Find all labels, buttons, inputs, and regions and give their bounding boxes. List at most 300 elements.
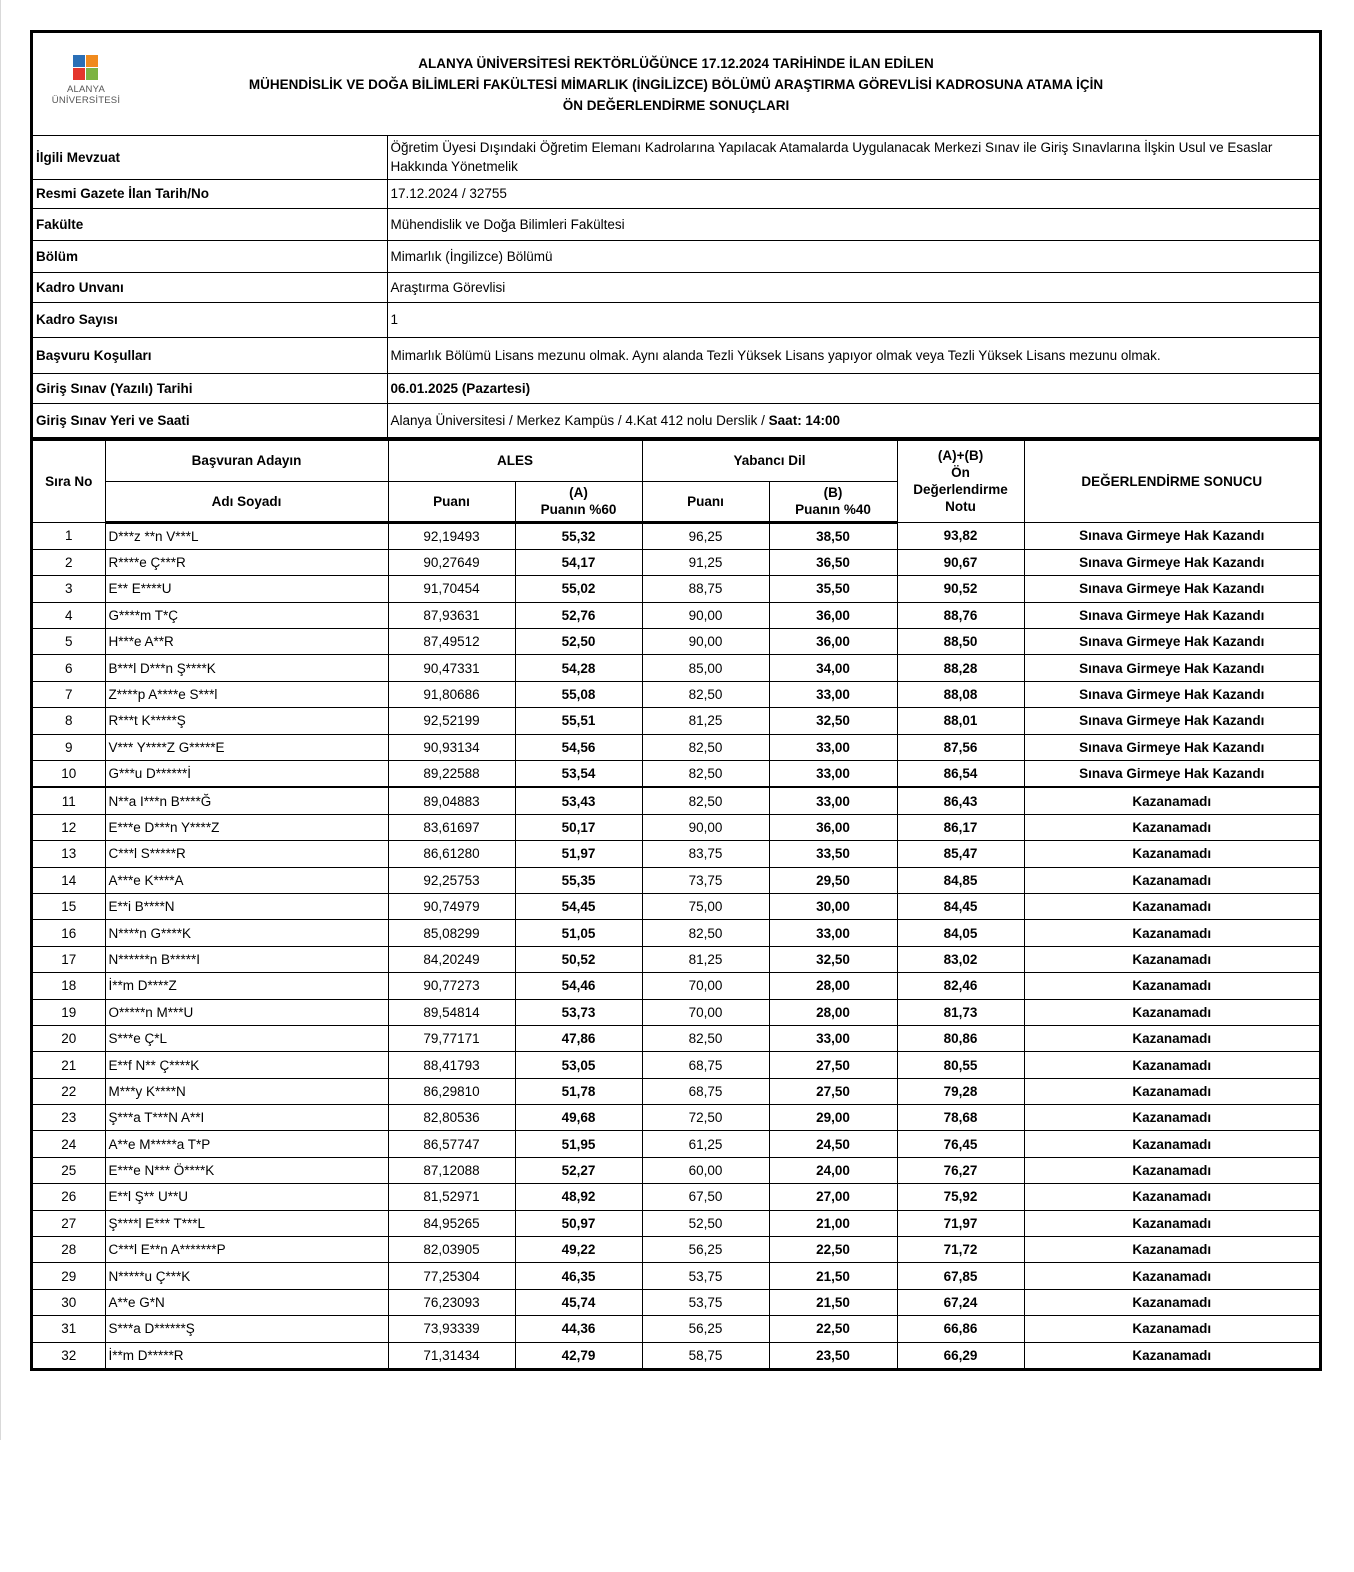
cell-ales-score: 82,80536 xyxy=(388,1105,515,1131)
cell-result: Kazanamadı xyxy=(1024,1263,1319,1289)
table-row xyxy=(33,1078,1319,1104)
cell-total-score: 76,27 xyxy=(897,1157,1024,1183)
cell-ales-60: 53,73 xyxy=(515,999,642,1025)
cell-language-40: 36,00 xyxy=(769,814,897,840)
cell-result: Sınava Girmeye Hak Kazandı xyxy=(1024,761,1319,788)
cell-name: E***e N*** Ö****K xyxy=(105,1157,388,1183)
info-value: Öğretim Üyesi Dışındaki Öğretim Elemanı Kadrolarına Yapılacak Atamalarda Uygulanacak Merkezi Sınav ile Giriş Sınavlarına İlşkin Usul ve Esaslar Hakkında Yönetmelik xyxy=(387,136,1319,179)
cell-name: A**e M*****a T*P xyxy=(105,1131,388,1157)
cell-language-40: 33,00 xyxy=(769,681,897,707)
cell-language-40: 22,50 xyxy=(769,1237,897,1263)
cell-sira-no: 27 xyxy=(33,1210,105,1236)
cell-language-40: 27,50 xyxy=(769,1052,897,1078)
cell-sira-no: 24 xyxy=(33,1131,105,1157)
table-row xyxy=(33,708,1319,734)
cell-sira-no: 9 xyxy=(33,734,105,760)
cell-name: E**f N** Ç****K xyxy=(105,1052,388,1078)
table-row xyxy=(33,602,1319,628)
info-row xyxy=(33,240,1319,272)
cell-language-score: 82,50 xyxy=(642,920,769,946)
info-row xyxy=(33,208,1319,240)
info-label: Bölüm xyxy=(33,240,387,272)
cell-total-score: 86,43 xyxy=(897,787,1024,814)
col-ales-60-line-2: Puanın %60 xyxy=(540,502,617,517)
info-row xyxy=(33,302,1319,337)
cell-name: N****n G****K xyxy=(105,920,388,946)
cell-language-40: 29,00 xyxy=(769,1105,897,1131)
cell-ales-60: 50,52 xyxy=(515,946,642,972)
cell-ales-60: 55,35 xyxy=(515,867,642,893)
cell-name: B***l D***n Ş****K xyxy=(105,655,388,681)
cell-language-score: 61,25 xyxy=(642,1131,769,1157)
table-row xyxy=(33,1210,1319,1236)
cell-language-score: 56,25 xyxy=(642,1237,769,1263)
cell-name: R****e Ç***R xyxy=(105,549,388,575)
cell-sira-no: 18 xyxy=(33,973,105,999)
col-ales: ALES xyxy=(388,440,642,481)
cell-name: E** E****U xyxy=(105,576,388,602)
info-label: Fakülte xyxy=(33,208,387,240)
cell-total-score: 86,17 xyxy=(897,814,1024,840)
cell-total-score: 88,01 xyxy=(897,708,1024,734)
cell-result: Sınava Girmeye Hak Kazandı xyxy=(1024,522,1319,549)
cell-language-score: 60,00 xyxy=(642,1157,769,1183)
cell-sira-no: 10 xyxy=(33,761,105,788)
cell-sira-no: 12 xyxy=(33,814,105,840)
cell-ales-score: 90,77273 xyxy=(388,973,515,999)
header-row xyxy=(33,440,1319,481)
cell-language-score: 67,50 xyxy=(642,1184,769,1210)
cell-total-score: 88,50 xyxy=(897,629,1024,655)
cell-ales-60: 54,45 xyxy=(515,893,642,919)
cell-sira-no: 30 xyxy=(33,1289,105,1315)
cell-ales-score: 91,70454 xyxy=(388,576,515,602)
cell-ales-60: 53,43 xyxy=(515,787,642,814)
cell-ales-score: 90,27649 xyxy=(388,549,515,575)
cell-total-score: 80,55 xyxy=(897,1052,1024,1078)
col-total-line-3: Değerlendirme xyxy=(913,482,1008,497)
cell-result: Kazanamadı xyxy=(1024,1237,1319,1263)
cell-result: Kazanamadı xyxy=(1024,1342,1319,1368)
cell-language-40: 33,00 xyxy=(769,761,897,788)
cell-ales-60: 47,86 xyxy=(515,1025,642,1051)
table-row xyxy=(33,655,1319,681)
cell-language-score: 82,50 xyxy=(642,734,769,760)
results-document xyxy=(30,30,1322,1371)
cell-ales-score: 83,61697 xyxy=(388,814,515,840)
col-ales-score: Puanı xyxy=(388,481,515,522)
cell-language-40: 38,50 xyxy=(769,522,897,549)
cell-total-score: 76,45 xyxy=(897,1131,1024,1157)
cell-total-score: 88,28 xyxy=(897,655,1024,681)
cell-language-score: 82,50 xyxy=(642,787,769,814)
cell-result: Kazanamadı xyxy=(1024,893,1319,919)
cell-sira-no: 28 xyxy=(33,1237,105,1263)
cell-language-score: 82,50 xyxy=(642,681,769,707)
info-value: Araştırma Görevlisi xyxy=(387,272,1319,302)
cell-ales-60: 49,22 xyxy=(515,1237,642,1263)
cell-ales-60: 53,05 xyxy=(515,1052,642,1078)
cell-total-score: 93,82 xyxy=(897,522,1024,549)
info-label: Başvuru Koşulları xyxy=(33,337,387,373)
cell-language-40: 29,50 xyxy=(769,867,897,893)
cell-sira-no: 23 xyxy=(33,1105,105,1131)
cell-ales-score: 90,74979 xyxy=(388,893,515,919)
info-label: Giriş Sınav (Yazılı) Tarihi xyxy=(33,373,387,403)
results-table xyxy=(33,440,1319,1369)
table-row xyxy=(33,1131,1319,1157)
cell-ales-score: 89,54814 xyxy=(388,999,515,1025)
col-ales-60-line-1: (A) xyxy=(569,485,588,500)
col-name: Adı Soyadı xyxy=(105,481,388,522)
cell-language-40: 22,50 xyxy=(769,1316,897,1342)
cell-ales-score: 89,22588 xyxy=(388,761,515,788)
cell-sira-no: 11 xyxy=(33,787,105,814)
col-language-40-line-2: Puanın %40 xyxy=(795,502,871,517)
cell-total-score: 88,08 xyxy=(897,681,1024,707)
cell-result: Kazanamadı xyxy=(1024,946,1319,972)
cell-language-40: 33,50 xyxy=(769,841,897,867)
cell-result: Sınava Girmeye Hak Kazandı xyxy=(1024,576,1319,602)
cell-total-score: 78,68 xyxy=(897,1105,1024,1131)
university-logo xyxy=(51,55,121,106)
cell-sira-no: 17 xyxy=(33,946,105,972)
cell-ales-60: 51,97 xyxy=(515,841,642,867)
cell-total-score: 67,85 xyxy=(897,1263,1024,1289)
cell-total-score: 86,54 xyxy=(897,761,1024,788)
cell-language-score: 91,25 xyxy=(642,549,769,575)
table-row xyxy=(33,1157,1319,1183)
cell-name: Z****p A****e S***l xyxy=(105,681,388,707)
cell-name: H***e A**R xyxy=(105,629,388,655)
cell-sira-no: 25 xyxy=(33,1157,105,1183)
cell-ales-score: 84,20249 xyxy=(388,946,515,972)
page-edge-rule xyxy=(0,0,1,1440)
cell-ales-score: 77,25304 xyxy=(388,1263,515,1289)
cell-ales-score: 92,19493 xyxy=(388,522,515,549)
cell-result: Kazanamadı xyxy=(1024,1289,1319,1315)
title-line-1: ALANYA ÜNİVERSİTESİ REKTÖRLÜĞÜNCE 17.12.2024 TARİHİNDE İLAN EDİLEN xyxy=(418,56,934,71)
title-line-3: ÖN DEĞERLENDİRME SONUÇLARI xyxy=(562,98,790,113)
cell-language-40: 35,50 xyxy=(769,576,897,602)
cell-name: İ**m D****Z xyxy=(105,973,388,999)
table-row xyxy=(33,946,1319,972)
cell-ales-score: 76,23093 xyxy=(388,1289,515,1315)
logo-mark-icon xyxy=(73,55,99,81)
table-row xyxy=(33,999,1319,1025)
cell-result: Sınava Girmeye Hak Kazandı xyxy=(1024,602,1319,628)
cell-language-40: 30,00 xyxy=(769,893,897,919)
cell-result: Kazanamadı xyxy=(1024,1316,1319,1342)
cell-language-score: 53,75 xyxy=(642,1289,769,1315)
cell-language-score: 70,00 xyxy=(642,999,769,1025)
cell-name: V*** Y****Z G*****E xyxy=(105,734,388,760)
col-language-score: Puanı xyxy=(642,481,769,522)
cell-ales-60: 49,68 xyxy=(515,1105,642,1131)
info-value: 1 xyxy=(387,302,1319,337)
logo-text xyxy=(51,84,121,106)
cell-result: Kazanamadı xyxy=(1024,1105,1319,1131)
info-value: Mühendislik ve Doğa Bilimleri Fakültesi xyxy=(387,208,1319,240)
table-row xyxy=(33,1052,1319,1078)
cell-name: D***z **n V***L xyxy=(105,522,388,549)
cell-ales-60: 51,95 xyxy=(515,1131,642,1157)
cell-result: Kazanamadı xyxy=(1024,841,1319,867)
cell-ales-score: 84,95265 xyxy=(388,1210,515,1236)
cell-language-score: 82,50 xyxy=(642,1025,769,1051)
cell-ales-score: 91,80686 xyxy=(388,681,515,707)
cell-name: R***t K*****Ş xyxy=(105,708,388,734)
document-title xyxy=(213,53,1139,116)
cell-ales-60: 54,46 xyxy=(515,973,642,999)
cell-ales-60: 50,17 xyxy=(515,814,642,840)
cell-ales-score: 86,29810 xyxy=(388,1078,515,1104)
cell-ales-60: 54,56 xyxy=(515,734,642,760)
cell-ales-60: 51,05 xyxy=(515,920,642,946)
cell-name: A***e K****A xyxy=(105,867,388,893)
table-row xyxy=(33,1025,1319,1051)
info-row xyxy=(33,373,1319,403)
cell-language-score: 68,75 xyxy=(642,1052,769,1078)
cell-ales-60: 54,17 xyxy=(515,549,642,575)
cell-language-40: 33,00 xyxy=(769,1025,897,1051)
info-value: 06.01.2025 (Pazartesi) xyxy=(387,373,1319,403)
document-header xyxy=(33,33,1319,136)
col-total-line-4: Notu xyxy=(945,499,976,514)
cell-ales-score: 73,93339 xyxy=(388,1316,515,1342)
cell-ales-score: 87,49512 xyxy=(388,629,515,655)
table-row xyxy=(33,973,1319,999)
cell-language-score: 81,25 xyxy=(642,708,769,734)
table-row xyxy=(33,920,1319,946)
cell-language-40: 27,00 xyxy=(769,1184,897,1210)
cell-ales-score: 86,61280 xyxy=(388,841,515,867)
cell-ales-score: 86,57747 xyxy=(388,1131,515,1157)
cell-name: Ş****l E*** T***L xyxy=(105,1210,388,1236)
cell-result: Sınava Girmeye Hak Kazandı xyxy=(1024,655,1319,681)
cell-result: Kazanamadı xyxy=(1024,1078,1319,1104)
cell-language-score: 53,75 xyxy=(642,1263,769,1289)
cell-sira-no: 31 xyxy=(33,1316,105,1342)
info-row xyxy=(33,179,1319,208)
col-sira-no: Sıra No xyxy=(33,440,105,522)
info-row xyxy=(33,272,1319,302)
cell-ales-60: 46,35 xyxy=(515,1263,642,1289)
cell-total-score: 75,92 xyxy=(897,1184,1024,1210)
cell-sira-no: 4 xyxy=(33,602,105,628)
cell-total-score: 80,86 xyxy=(897,1025,1024,1051)
cell-result: Kazanamadı xyxy=(1024,1025,1319,1051)
info-label: Resmi Gazete İlan Tarih/No xyxy=(33,179,387,208)
cell-name: S***a D******Ş xyxy=(105,1316,388,1342)
cell-ales-60: 42,79 xyxy=(515,1342,642,1368)
cell-language-40: 28,00 xyxy=(769,999,897,1025)
cell-language-score: 58,75 xyxy=(642,1342,769,1368)
col-total-line-1: (A)+(B) xyxy=(937,448,984,463)
cell-result: Kazanamadı xyxy=(1024,1184,1319,1210)
col-total-line-2: Ön xyxy=(951,465,970,480)
info-table xyxy=(33,136,1319,440)
cell-language-score: 73,75 xyxy=(642,867,769,893)
cell-ales-score: 81,52971 xyxy=(388,1184,515,1210)
table-row xyxy=(33,867,1319,893)
cell-ales-60: 44,36 xyxy=(515,1316,642,1342)
cell-ales-60: 48,92 xyxy=(515,1184,642,1210)
cell-language-score: 72,50 xyxy=(642,1105,769,1131)
cell-result: Sınava Girmeye Hak Kazandı xyxy=(1024,681,1319,707)
cell-result: Sınava Girmeye Hak Kazandı xyxy=(1024,734,1319,760)
cell-sira-no: 32 xyxy=(33,1342,105,1368)
cell-ales-60: 55,08 xyxy=(515,681,642,707)
cell-language-40: 21,50 xyxy=(769,1289,897,1315)
cell-sira-no: 3 xyxy=(33,576,105,602)
cell-language-score: 56,25 xyxy=(642,1316,769,1342)
cell-result: Kazanamadı xyxy=(1024,1157,1319,1183)
cell-sira-no: 5 xyxy=(33,629,105,655)
cell-result: Kazanamadı xyxy=(1024,999,1319,1025)
cell-language-40: 24,00 xyxy=(769,1157,897,1183)
cell-total-score: 82,46 xyxy=(897,973,1024,999)
table-row xyxy=(33,787,1319,814)
cell-sira-no: 29 xyxy=(33,1263,105,1289)
cell-ales-60: 52,76 xyxy=(515,602,642,628)
cell-sira-no: 15 xyxy=(33,893,105,919)
cell-ales-60: 45,74 xyxy=(515,1289,642,1315)
table-row xyxy=(33,1184,1319,1210)
cell-result: Kazanamadı xyxy=(1024,973,1319,999)
table-row xyxy=(33,549,1319,575)
cell-result: Kazanamadı xyxy=(1024,787,1319,814)
cell-total-score: 90,52 xyxy=(897,576,1024,602)
cell-language-40: 36,00 xyxy=(769,629,897,655)
info-row xyxy=(33,136,1319,179)
cell-sira-no: 2 xyxy=(33,549,105,575)
cell-result: Kazanamadı xyxy=(1024,867,1319,893)
cell-language-40: 32,50 xyxy=(769,946,897,972)
cell-language-score: 90,00 xyxy=(642,814,769,840)
cell-ales-score: 82,03905 xyxy=(388,1237,515,1263)
info-value-time: Saat: 14:00 xyxy=(768,412,840,428)
cell-name: C***l S*****R xyxy=(105,841,388,867)
cell-language-score: 70,00 xyxy=(642,973,769,999)
info-value: Mimarlık Bölümü Lisans mezunu olmak. Aynı alanda Tezli Yüksek Lisans yapıyor olmak veya Tezli Yüksek Lisans mezunu olmak. xyxy=(387,337,1319,373)
cell-ales-60: 55,32 xyxy=(515,522,642,549)
cell-name: E**i B****N xyxy=(105,893,388,919)
cell-language-40: 23,50 xyxy=(769,1342,897,1368)
cell-language-40: 21,50 xyxy=(769,1263,897,1289)
cell-language-40: 27,50 xyxy=(769,1078,897,1104)
cell-ales-score: 88,41793 xyxy=(388,1052,515,1078)
info-label: Kadro Unvanı xyxy=(33,272,387,302)
cell-sira-no: 16 xyxy=(33,920,105,946)
cell-total-score: 84,05 xyxy=(897,920,1024,946)
cell-language-score: 82,50 xyxy=(642,761,769,788)
cell-total-score: 79,28 xyxy=(897,1078,1024,1104)
cell-total-score: 84,45 xyxy=(897,893,1024,919)
cell-sira-no: 19 xyxy=(33,999,105,1025)
cell-total-score: 84,85 xyxy=(897,867,1024,893)
table-row xyxy=(33,734,1319,760)
cell-sira-no: 6 xyxy=(33,655,105,681)
cell-name: G***u D******İ xyxy=(105,761,388,788)
cell-ales-score: 71,31434 xyxy=(388,1342,515,1368)
cell-ales-score: 92,52199 xyxy=(388,708,515,734)
cell-language-40: 21,00 xyxy=(769,1210,897,1236)
cell-name: G****m T*Ç xyxy=(105,602,388,628)
cell-result: Sınava Girmeye Hak Kazandı xyxy=(1024,708,1319,734)
cell-language-score: 52,50 xyxy=(642,1210,769,1236)
info-value: Alanya Üniversitesi / Merkez Kampüs / 4.Kat 412 nolu Derslik / xyxy=(390,412,769,428)
cell-ales-score: 90,93134 xyxy=(388,734,515,760)
cell-sira-no: 13 xyxy=(33,841,105,867)
cell-total-score: 71,72 xyxy=(897,1237,1024,1263)
cell-result: Sınava Girmeye Hak Kazandı xyxy=(1024,549,1319,575)
title-line-2: MÜHENDİSLİK VE DOĞA BİLİMLERİ FAKÜLTESİ MİMARLIK (İNGİLİZCE) BÖLÜMÜ ARAŞTIRMA GÖREVLİSİ KADROSUNA ATAMA İÇİN xyxy=(248,77,1104,92)
cell-total-score: 87,56 xyxy=(897,734,1024,760)
table-row xyxy=(33,681,1319,707)
cell-total-score: 88,76 xyxy=(897,602,1024,628)
info-label: Kadro Sayısı xyxy=(33,302,387,337)
table-row xyxy=(33,576,1319,602)
cell-language-40: 36,00 xyxy=(769,602,897,628)
table-row xyxy=(33,893,1319,919)
cell-sira-no: 14 xyxy=(33,867,105,893)
cell-total-score: 66,29 xyxy=(897,1342,1024,1368)
cell-language-score: 88,75 xyxy=(642,576,769,602)
cell-language-40: 33,00 xyxy=(769,920,897,946)
cell-ales-60: 50,97 xyxy=(515,1210,642,1236)
cell-language-40: 33,00 xyxy=(769,787,897,814)
cell-name: N**a I***n B****Ğ xyxy=(105,787,388,814)
cell-sira-no: 21 xyxy=(33,1052,105,1078)
cell-ales-score: 90,47331 xyxy=(388,655,515,681)
cell-total-score: 83,02 xyxy=(897,946,1024,972)
cell-result: Kazanamadı xyxy=(1024,1210,1319,1236)
table-row xyxy=(33,1263,1319,1289)
table-row xyxy=(33,1342,1319,1368)
table-row xyxy=(33,1289,1319,1315)
cell-ales-60: 51,78 xyxy=(515,1078,642,1104)
col-result: DEĞERLENDİRME SONUCU xyxy=(1024,440,1319,522)
table-row xyxy=(33,1316,1319,1342)
cell-name: İ**m D*****R xyxy=(105,1342,388,1368)
cell-total-score: 67,24 xyxy=(897,1289,1024,1315)
cell-sira-no: 26 xyxy=(33,1184,105,1210)
cell-result: Sınava Girmeye Hak Kazandı xyxy=(1024,629,1319,655)
cell-sira-no: 20 xyxy=(33,1025,105,1051)
table-row xyxy=(33,761,1319,788)
cell-ales-60: 53,54 xyxy=(515,761,642,788)
cell-result: Kazanamadı xyxy=(1024,920,1319,946)
table-row xyxy=(33,1237,1319,1263)
cell-total-score: 90,67 xyxy=(897,549,1024,575)
cell-ales-score: 87,12088 xyxy=(388,1157,515,1183)
table-row xyxy=(33,522,1319,549)
logo-line-2: ÜNİVERSİTESİ xyxy=(51,95,121,106)
info-value-cell xyxy=(387,403,1319,438)
cell-language-score: 75,00 xyxy=(642,893,769,919)
cell-ales-score: 79,77171 xyxy=(388,1025,515,1051)
cell-ales-60: 52,50 xyxy=(515,629,642,655)
logo-line-1: ALANYA xyxy=(67,84,105,95)
cell-sira-no: 8 xyxy=(33,708,105,734)
col-total-score xyxy=(897,440,1024,522)
cell-ales-score: 92,25753 xyxy=(388,867,515,893)
cell-sira-no: 22 xyxy=(33,1078,105,1104)
cell-language-40: 33,00 xyxy=(769,734,897,760)
table-row xyxy=(33,629,1319,655)
cell-language-score: 85,00 xyxy=(642,655,769,681)
